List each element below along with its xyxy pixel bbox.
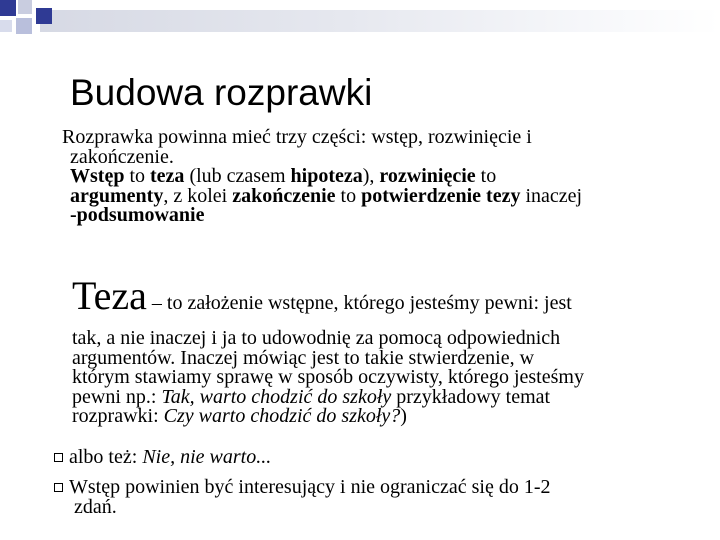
paragraph-alt [54,448,694,468]
decorative-square [0,0,16,16]
teza-heading: Teza [72,273,147,318]
text-line: -podsumowanie [70,204,205,226]
text-run: to [124,165,151,187]
text-run: pewni np.: [72,385,162,408]
text-bold: argumenty [70,184,164,207]
text-run: to [335,184,362,207]
decorative-square [36,8,52,24]
slide-title: Budowa rozprawki [70,72,373,113]
decorative-square [0,20,12,32]
header-gradient-bar [40,10,720,32]
text-run: ) [400,405,407,427]
paragraph-intro [62,128,702,226]
text-line [54,478,694,498]
text-bold: potwierdzenie tezy [361,184,521,207]
square-bullet-icon [54,483,63,492]
text-run: albo też: [69,446,143,468]
text-run: przykładowy temat [391,385,551,408]
text-line: tak, a nie inaczej i ja to udowodnię za pomocą odpowiednich [72,327,561,349]
text-line: którym stawiamy sprawę w sposób oczywisty, którego jesteśmy [72,366,584,388]
text-line: argumentów. Inaczej mówiąc jest to takie stwierdzenie, w [72,346,535,369]
text-italic: Nie, nie warto... [142,446,272,468]
text-run: (lub czasem [184,165,291,187]
paragraph-teza [72,273,712,427]
paragraph-intro-length [54,478,694,517]
text-bold: hipoteza [290,165,363,187]
text-line: zakończenie. [70,145,174,168]
text-line: Rozprawka powinna mieć trzy części: wstęp, rozwinięcie i [62,126,532,148]
text-line [72,407,712,427]
text-bold: rozwinięcie [379,165,476,187]
decorative-square [18,0,32,14]
square-bullet-icon [54,453,63,462]
text-line [54,448,694,468]
text-line [72,273,712,323]
text-run: , z kolei [163,184,233,207]
text-italic: Czy warto chodzić do szkoły? [163,405,401,427]
text-italic: Tak, warto chodzić do szkoły [161,385,392,408]
text-run: Wstęp powinien być interesujący i nie ograniczać się do 1-2 [69,476,551,498]
text-bold: Wstęp [70,165,125,187]
decorative-square [16,18,32,34]
text-bold: zakończenie [232,184,336,207]
text-run: inaczej [520,184,583,207]
text-run: to [475,165,497,187]
text-run: ), [362,165,380,187]
text-line: zdań. [74,495,117,518]
text-bold: teza [150,165,185,187]
text-run: – to założenie wstępne, którego jesteśmy pewni: jest [146,292,572,314]
text-run: rozprawki: [72,405,164,427]
